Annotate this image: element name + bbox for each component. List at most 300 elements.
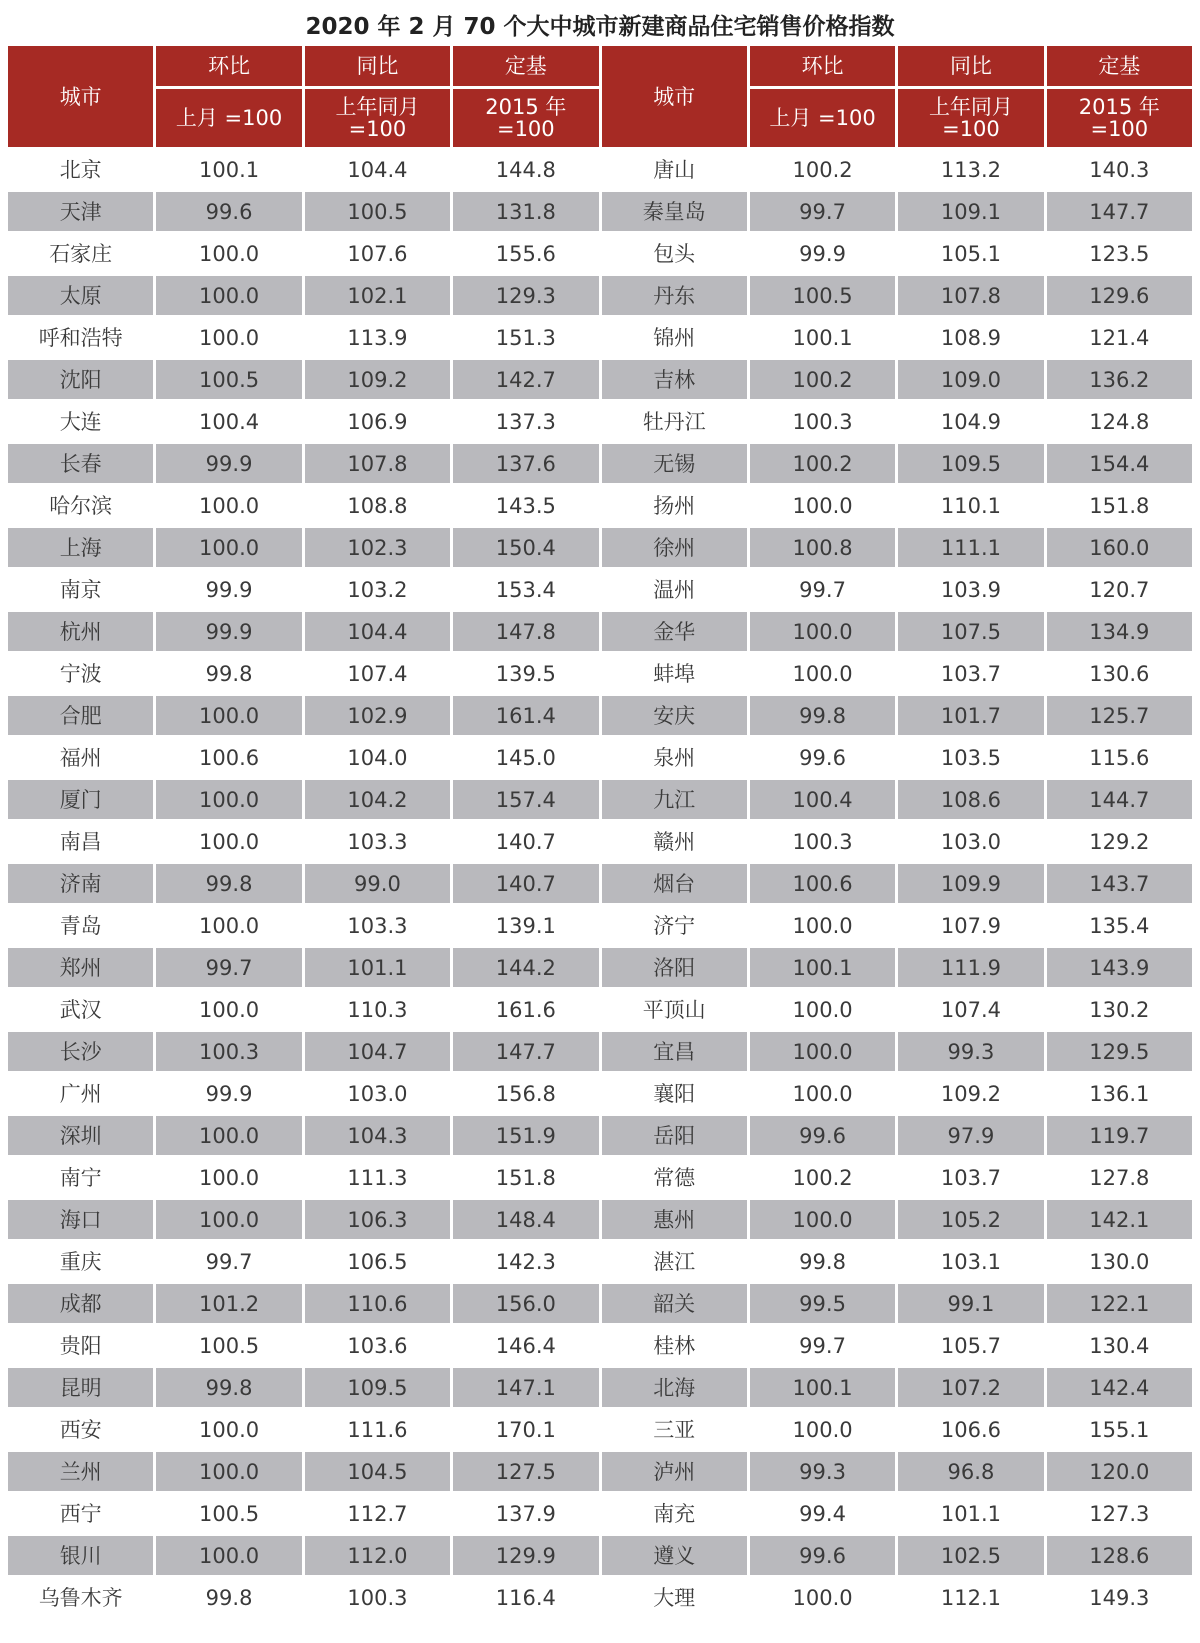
- right-mom-cell: 100.0: [750, 612, 895, 654]
- right-fixed-cell: 115.6: [1047, 738, 1192, 780]
- left-mom-cell: 100.0: [156, 528, 301, 570]
- right-yoy-cell: 109.1: [898, 192, 1043, 234]
- left-mom-cell: 100.5: [156, 1326, 301, 1368]
- right-city-cell: 北海: [602, 1368, 747, 1410]
- left-fixed-cell: 127.5: [453, 1452, 598, 1494]
- right-city-cell: 无锡: [602, 444, 747, 486]
- left-city-cell: 长沙: [8, 1032, 153, 1074]
- right-city-cell: 平顶山: [602, 990, 747, 1032]
- header-mom-left: 环比: [156, 46, 301, 89]
- right-yoy-cell: 103.9: [898, 570, 1043, 612]
- left-yoy-cell: 104.4: [305, 612, 450, 654]
- left-yoy-cell: 104.4: [305, 150, 450, 192]
- right-yoy-cell: 110.1: [898, 486, 1043, 528]
- left-mom-cell: 101.2: [156, 1284, 301, 1326]
- left-mom-cell: 100.4: [156, 402, 301, 444]
- right-mom-cell: 100.3: [750, 822, 895, 864]
- right-mom-cell: 100.2: [750, 444, 895, 486]
- header-fixed-base-line1: 2015 年: [1078, 95, 1160, 119]
- right-fixed-cell: 147.7: [1047, 192, 1192, 234]
- right-fixed-cell: 125.7: [1047, 696, 1192, 738]
- left-city-cell: 哈尔滨: [8, 486, 153, 528]
- header-fixed-base-line1: 2015 年: [485, 95, 567, 119]
- right-fixed-cell: 154.4: [1047, 444, 1192, 486]
- right-city-cell: 遵义: [602, 1536, 747, 1578]
- header-yoy-base-line2: =100: [942, 117, 1000, 141]
- right-mom-cell: 100.0: [750, 1032, 895, 1074]
- left-yoy-cell: 110.3: [305, 990, 450, 1032]
- right-city-cell: 南充: [602, 1494, 747, 1536]
- right-fixed-cell: 155.1: [1047, 1410, 1192, 1452]
- left-yoy-cell: 104.0: [305, 738, 450, 780]
- table-row: [8, 1410, 1192, 1452]
- right-fixed-cell: 136.2: [1047, 360, 1192, 402]
- right-mom-cell: 99.7: [750, 570, 895, 612]
- right-fixed-cell: 142.4: [1047, 1368, 1192, 1410]
- left-yoy-cell: 107.4: [305, 654, 450, 696]
- right-fixed-cell: 142.1: [1047, 1200, 1192, 1242]
- table-row: [8, 402, 1192, 444]
- right-yoy-cell: 99.1: [898, 1284, 1043, 1326]
- left-yoy-cell: 106.9: [305, 402, 450, 444]
- left-city-cell: 大连: [8, 402, 153, 444]
- left-city-cell: 石家庄: [8, 234, 153, 276]
- table-row: [8, 906, 1192, 948]
- right-fixed-cell: 128.6: [1047, 1536, 1192, 1578]
- left-city-cell: 厦门: [8, 780, 153, 822]
- right-yoy-cell: 108.9: [898, 318, 1043, 360]
- left-yoy-cell: 103.3: [305, 822, 450, 864]
- header-fixed-base-line2: =100: [1090, 117, 1149, 141]
- left-city-cell: 青岛: [8, 906, 153, 948]
- left-yoy-cell: 101.1: [305, 948, 450, 990]
- right-yoy-cell: 105.2: [898, 1200, 1043, 1242]
- right-yoy-cell: 105.1: [898, 234, 1043, 276]
- right-city-cell: 烟台: [602, 864, 747, 906]
- right-city-cell: 大理: [602, 1578, 747, 1620]
- left-fixed-cell: 153.4: [453, 570, 598, 612]
- table-row: [8, 1494, 1192, 1536]
- left-city-cell: 济南: [8, 864, 153, 906]
- right-city-cell: 蚌埠: [602, 654, 747, 696]
- right-city-cell: 洛阳: [602, 948, 747, 990]
- right-fixed-cell: 144.7: [1047, 780, 1192, 822]
- left-fixed-cell: 147.1: [453, 1368, 598, 1410]
- table-row: [8, 1368, 1192, 1410]
- right-yoy-cell: 109.2: [898, 1074, 1043, 1116]
- left-yoy-cell: 102.1: [305, 276, 450, 318]
- table-row: [8, 1032, 1192, 1074]
- left-city-cell: 西宁: [8, 1494, 153, 1536]
- table-row: [8, 1200, 1192, 1242]
- right-city-cell: 唐山: [602, 150, 747, 192]
- right-fixed-cell: 149.3: [1047, 1578, 1192, 1620]
- right-mom-cell: 100.4: [750, 780, 895, 822]
- table-row: [8, 276, 1192, 318]
- table-body: [8, 150, 1192, 1620]
- left-city-cell: 贵阳: [8, 1326, 153, 1368]
- right-yoy-cell: 104.9: [898, 402, 1043, 444]
- left-city-cell: 上海: [8, 528, 153, 570]
- table-row: [8, 486, 1192, 528]
- left-fixed-cell: 116.4: [453, 1578, 598, 1620]
- right-fixed-cell: 135.4: [1047, 906, 1192, 948]
- right-fixed-cell: 122.1: [1047, 1284, 1192, 1326]
- left-mom-cell: 100.5: [156, 360, 301, 402]
- right-fixed-cell: 120.7: [1047, 570, 1192, 612]
- left-city-cell: 郑州: [8, 948, 153, 990]
- right-fixed-cell: 129.2: [1047, 822, 1192, 864]
- table-row: [8, 1452, 1192, 1494]
- left-city-cell: 沈阳: [8, 360, 153, 402]
- left-fixed-cell: 142.7: [453, 360, 598, 402]
- right-city-cell: 襄阳: [602, 1074, 747, 1116]
- left-city-cell: 北京: [8, 150, 153, 192]
- right-yoy-cell: 111.1: [898, 528, 1043, 570]
- header-yoy-base-right: [898, 89, 1043, 150]
- left-fixed-cell: 143.5: [453, 486, 598, 528]
- left-fixed-cell: 137.6: [453, 444, 598, 486]
- left-mom-cell: 100.0: [156, 1200, 301, 1242]
- left-fixed-cell: 161.4: [453, 696, 598, 738]
- right-city-cell: 桂林: [602, 1326, 747, 1368]
- right-mom-cell: 100.2: [750, 150, 895, 192]
- right-yoy-cell: 112.1: [898, 1578, 1043, 1620]
- left-fixed-cell: 146.4: [453, 1326, 598, 1368]
- left-fixed-cell: 145.0: [453, 738, 598, 780]
- left-mom-cell: 100.1: [156, 150, 301, 192]
- right-yoy-cell: 107.8: [898, 276, 1043, 318]
- right-fixed-cell: 140.3: [1047, 150, 1192, 192]
- table-row: [8, 738, 1192, 780]
- left-city-cell: 太原: [8, 276, 153, 318]
- left-fixed-cell: 147.8: [453, 612, 598, 654]
- left-fixed-cell: 139.5: [453, 654, 598, 696]
- left-fixed-cell: 151.3: [453, 318, 598, 360]
- header-mom-base-left: 上月 =100: [156, 89, 301, 150]
- right-city-cell: 泉州: [602, 738, 747, 780]
- page-title: 2020 年 2 月 70 个大中城市新建商品住宅销售价格指数: [305, 14, 895, 40]
- header-fixed-base-right: [1047, 89, 1192, 150]
- left-city-cell: 昆明: [8, 1368, 153, 1410]
- left-yoy-cell: 110.6: [305, 1284, 450, 1326]
- right-city-cell: 三亚: [602, 1410, 747, 1452]
- table-row: [8, 1326, 1192, 1368]
- right-mom-cell: 99.6: [750, 1536, 895, 1578]
- header-mom-base-right: 上月 =100: [750, 89, 895, 150]
- left-mom-cell: 99.7: [156, 1242, 301, 1284]
- right-mom-cell: 99.8: [750, 1242, 895, 1284]
- left-yoy-cell: 104.2: [305, 780, 450, 822]
- right-mom-cell: 100.0: [750, 486, 895, 528]
- left-mom-cell: 99.6: [156, 192, 301, 234]
- table-row: [8, 1536, 1192, 1578]
- left-yoy-cell: 106.3: [305, 1200, 450, 1242]
- left-fixed-cell: 144.8: [453, 150, 598, 192]
- left-fixed-cell: 156.0: [453, 1284, 598, 1326]
- left-fixed-cell: 170.1: [453, 1410, 598, 1452]
- right-yoy-cell: 107.9: [898, 906, 1043, 948]
- table-row: [8, 948, 1192, 990]
- right-mom-cell: 100.1: [750, 1368, 895, 1410]
- header-yoy-base-line2: =100: [348, 117, 407, 141]
- left-city-cell: 重庆: [8, 1242, 153, 1284]
- table-row: [8, 696, 1192, 738]
- left-city-cell: 南昌: [8, 822, 153, 864]
- left-mom-cell: 100.3: [156, 1032, 301, 1074]
- right-yoy-cell: 108.6: [898, 780, 1043, 822]
- left-yoy-cell: 99.0: [305, 864, 450, 906]
- right-mom-cell: 100.0: [750, 990, 895, 1032]
- table-row: [8, 360, 1192, 402]
- right-city-cell: 岳阳: [602, 1116, 747, 1158]
- left-mom-cell: 99.8: [156, 864, 301, 906]
- right-fixed-cell: 121.4: [1047, 318, 1192, 360]
- right-yoy-cell: 103.7: [898, 654, 1043, 696]
- right-yoy-cell: 103.1: [898, 1242, 1043, 1284]
- left-yoy-cell: 102.9: [305, 696, 450, 738]
- left-fixed-cell: 139.1: [453, 906, 598, 948]
- right-fixed-cell: 120.0: [1047, 1452, 1192, 1494]
- right-city-cell: 宜昌: [602, 1032, 747, 1074]
- left-city-cell: 南京: [8, 570, 153, 612]
- left-mom-cell: 100.0: [156, 696, 301, 738]
- right-fixed-cell: 123.5: [1047, 234, 1192, 276]
- left-fixed-cell: 151.8: [453, 1158, 598, 1200]
- right-mom-cell: 100.0: [750, 654, 895, 696]
- header-city-left: 城市: [8, 46, 153, 150]
- left-mom-cell: 99.9: [156, 444, 301, 486]
- table-row: [8, 1074, 1192, 1116]
- right-city-cell: 牡丹江: [602, 402, 747, 444]
- right-city-cell: 秦皇岛: [602, 192, 747, 234]
- table-row: [8, 822, 1192, 864]
- right-city-cell: 泸州: [602, 1452, 747, 1494]
- left-city-cell: 乌鲁木齐: [8, 1578, 153, 1620]
- left-mom-cell: 99.9: [156, 1074, 301, 1116]
- right-city-cell: 湛江: [602, 1242, 747, 1284]
- right-city-cell: 丹东: [602, 276, 747, 318]
- left-city-cell: 合肥: [8, 696, 153, 738]
- right-city-cell: 包头: [602, 234, 747, 276]
- right-mom-cell: 100.0: [750, 1410, 895, 1452]
- left-fixed-cell: 161.6: [453, 990, 598, 1032]
- right-mom-cell: 99.3: [750, 1452, 895, 1494]
- right-fixed-cell: 151.8: [1047, 486, 1192, 528]
- left-fixed-cell: 147.7: [453, 1032, 598, 1074]
- right-yoy-cell: 109.5: [898, 444, 1043, 486]
- left-yoy-cell: 104.7: [305, 1032, 450, 1074]
- header-yoy-base-line1: 上年同月: [335, 95, 420, 119]
- right-mom-cell: 100.2: [750, 360, 895, 402]
- left-fixed-cell: 129.3: [453, 276, 598, 318]
- right-fixed-cell: 143.7: [1047, 864, 1192, 906]
- right-city-cell: 锦州: [602, 318, 747, 360]
- right-yoy-cell: 97.9: [898, 1116, 1043, 1158]
- left-yoy-cell: 103.6: [305, 1326, 450, 1368]
- right-mom-cell: 99.6: [750, 738, 895, 780]
- table-row: [8, 192, 1192, 234]
- table-row: [8, 444, 1192, 486]
- right-yoy-cell: 105.7: [898, 1326, 1043, 1368]
- left-yoy-cell: 111.3: [305, 1158, 450, 1200]
- right-mom-cell: 99.8: [750, 696, 895, 738]
- left-city-cell: 海口: [8, 1200, 153, 1242]
- left-city-cell: 广州: [8, 1074, 153, 1116]
- left-mom-cell: 100.0: [156, 486, 301, 528]
- left-yoy-cell: 103.2: [305, 570, 450, 612]
- right-yoy-cell: 103.0: [898, 822, 1043, 864]
- left-mom-cell: 99.8: [156, 654, 301, 696]
- left-mom-cell: 100.0: [156, 318, 301, 360]
- left-city-cell: 长春: [8, 444, 153, 486]
- left-fixed-cell: 155.6: [453, 234, 598, 276]
- left-yoy-cell: 106.5: [305, 1242, 450, 1284]
- left-yoy-cell: 102.3: [305, 528, 450, 570]
- right-yoy-cell: 107.5: [898, 612, 1043, 654]
- table-row: [8, 1284, 1192, 1326]
- right-mom-cell: 100.2: [750, 1158, 895, 1200]
- header-yoy-right: 同比: [898, 46, 1043, 89]
- left-fixed-cell: 131.8: [453, 192, 598, 234]
- right-mom-cell: 99.5: [750, 1284, 895, 1326]
- price-index-table: [5, 46, 1195, 1620]
- left-yoy-cell: 109.2: [305, 360, 450, 402]
- right-mom-cell: 100.0: [750, 1578, 895, 1620]
- table-row: [8, 1578, 1192, 1620]
- left-mom-cell: 100.5: [156, 1494, 301, 1536]
- left-city-cell: 银川: [8, 1536, 153, 1578]
- left-yoy-cell: 104.3: [305, 1116, 450, 1158]
- left-city-cell: 福州: [8, 738, 153, 780]
- right-fixed-cell: 129.5: [1047, 1032, 1192, 1074]
- right-yoy-cell: 102.5: [898, 1536, 1043, 1578]
- left-yoy-cell: 107.6: [305, 234, 450, 276]
- right-mom-cell: 99.7: [750, 1326, 895, 1368]
- left-mom-cell: 100.0: [156, 234, 301, 276]
- header-yoy-base-line1: 上年同月: [928, 95, 1013, 119]
- right-yoy-cell: 107.2: [898, 1368, 1043, 1410]
- right-fixed-cell: 129.6: [1047, 276, 1192, 318]
- left-mom-cell: 100.0: [156, 1410, 301, 1452]
- header-yoy-left: 同比: [305, 46, 450, 89]
- left-city-cell: 武汉: [8, 990, 153, 1032]
- right-mom-cell: 99.7: [750, 192, 895, 234]
- left-mom-cell: 100.0: [156, 990, 301, 1032]
- right-fixed-cell: 160.0: [1047, 528, 1192, 570]
- left-city-cell: 深圳: [8, 1116, 153, 1158]
- left-yoy-cell: 112.0: [305, 1536, 450, 1578]
- left-mom-cell: 100.0: [156, 1116, 301, 1158]
- right-yoy-cell: 101.7: [898, 696, 1043, 738]
- right-yoy-cell: 99.3: [898, 1032, 1043, 1074]
- right-city-cell: 惠州: [602, 1200, 747, 1242]
- right-fixed-cell: 124.8: [1047, 402, 1192, 444]
- right-mom-cell: 100.1: [750, 318, 895, 360]
- left-yoy-cell: 111.6: [305, 1410, 450, 1452]
- right-fixed-cell: 134.9: [1047, 612, 1192, 654]
- right-city-cell: 赣州: [602, 822, 747, 864]
- right-mom-cell: 100.0: [750, 1074, 895, 1116]
- right-city-cell: 韶关: [602, 1284, 747, 1326]
- left-fixed-cell: 137.3: [453, 402, 598, 444]
- right-mom-cell: 100.0: [750, 1200, 895, 1242]
- left-city-cell: 呼和浩特: [8, 318, 153, 360]
- table-row: [8, 150, 1192, 192]
- table-row: [8, 234, 1192, 276]
- table-row: [8, 318, 1192, 360]
- right-yoy-cell: 103.7: [898, 1158, 1043, 1200]
- right-yoy-cell: 101.1: [898, 1494, 1043, 1536]
- right-fixed-cell: 136.1: [1047, 1074, 1192, 1116]
- right-yoy-cell: 107.4: [898, 990, 1043, 1032]
- left-mom-cell: 100.0: [156, 1452, 301, 1494]
- left-yoy-cell: 113.9: [305, 318, 450, 360]
- right-mom-cell: 99.6: [750, 1116, 895, 1158]
- right-city-cell: 温州: [602, 570, 747, 612]
- right-city-cell: 常德: [602, 1158, 747, 1200]
- table-row: [8, 990, 1192, 1032]
- header-city-right: 城市: [602, 46, 747, 150]
- right-yoy-cell: 106.6: [898, 1410, 1043, 1452]
- left-city-cell: 杭州: [8, 612, 153, 654]
- right-yoy-cell: 96.8: [898, 1452, 1043, 1494]
- left-mom-cell: 99.8: [156, 1368, 301, 1410]
- header-fixed-base-line2: =100: [496, 117, 555, 141]
- header-fixed-left: 定基: [453, 46, 598, 89]
- left-mom-cell: 99.8: [156, 1578, 301, 1620]
- left-mom-cell: 100.0: [156, 1536, 301, 1578]
- header-fixed-right: 定基: [1047, 46, 1192, 89]
- header-mom-right: 环比: [750, 46, 895, 89]
- table-row: [8, 528, 1192, 570]
- right-fixed-cell: 127.3: [1047, 1494, 1192, 1536]
- right-mom-cell: 100.6: [750, 864, 895, 906]
- left-yoy-cell: 100.3: [305, 1578, 450, 1620]
- left-city-cell: 南宁: [8, 1158, 153, 1200]
- left-mom-cell: 99.9: [156, 570, 301, 612]
- table-row: [8, 612, 1192, 654]
- table-row: [8, 864, 1192, 906]
- right-mom-cell: 100.5: [750, 276, 895, 318]
- left-mom-cell: 99.9: [156, 612, 301, 654]
- right-city-cell: 徐州: [602, 528, 747, 570]
- left-fixed-cell: 150.4: [453, 528, 598, 570]
- left-yoy-cell: 100.5: [305, 192, 450, 234]
- left-yoy-cell: 108.8: [305, 486, 450, 528]
- left-fixed-cell: 129.9: [453, 1536, 598, 1578]
- right-yoy-cell: 109.9: [898, 864, 1043, 906]
- left-fixed-cell: 156.8: [453, 1074, 598, 1116]
- right-mom-cell: 99.4: [750, 1494, 895, 1536]
- left-mom-cell: 100.0: [156, 780, 301, 822]
- left-fixed-cell: 137.9: [453, 1494, 598, 1536]
- left-mom-cell: 100.0: [156, 822, 301, 864]
- right-fixed-cell: 130.2: [1047, 990, 1192, 1032]
- left-city-cell: 成都: [8, 1284, 153, 1326]
- right-mom-cell: 100.1: [750, 948, 895, 990]
- left-mom-cell: 100.6: [156, 738, 301, 780]
- right-mom-cell: 99.9: [750, 234, 895, 276]
- left-yoy-cell: 104.5: [305, 1452, 450, 1494]
- right-yoy-cell: 109.0: [898, 360, 1043, 402]
- right-mom-cell: 100.0: [750, 906, 895, 948]
- left-mom-cell: 100.0: [156, 1158, 301, 1200]
- table-header: [8, 46, 1192, 150]
- left-fixed-cell: 142.3: [453, 1242, 598, 1284]
- table-row: [8, 570, 1192, 612]
- left-city-cell: 天津: [8, 192, 153, 234]
